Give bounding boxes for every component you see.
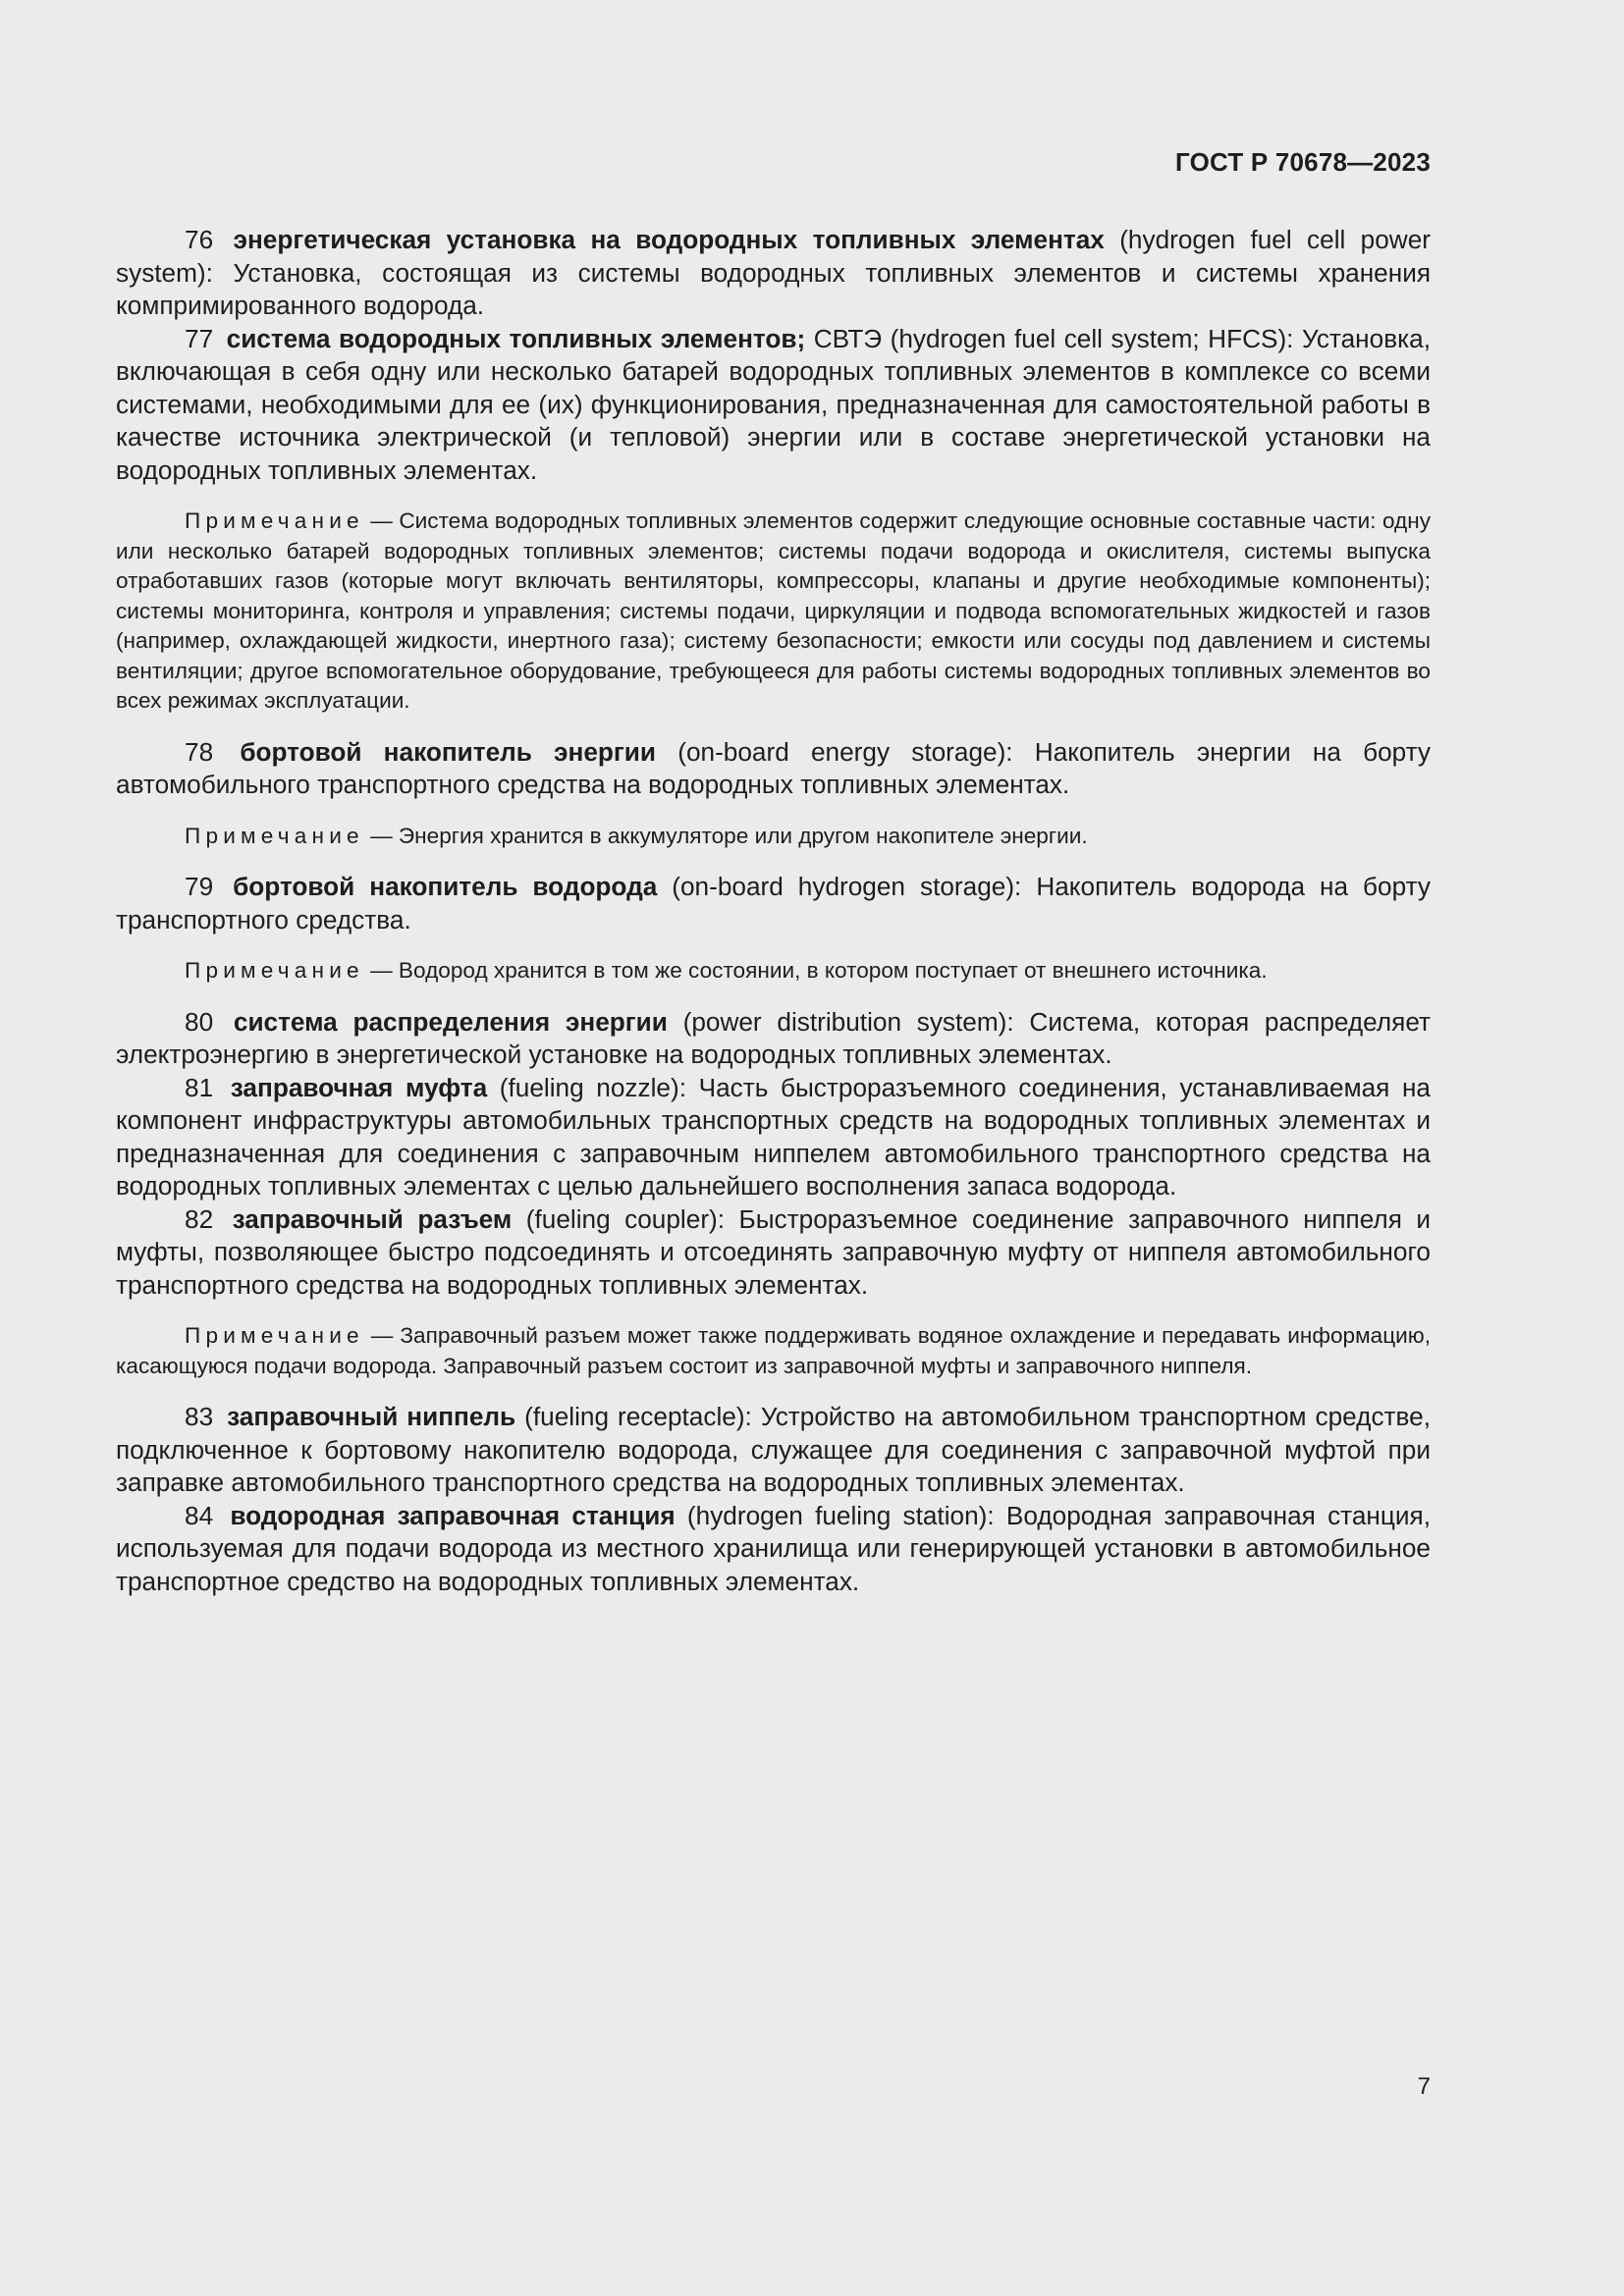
- term-english: (hydrogen fueling station):: [686, 1500, 995, 1530]
- term-number: 77: [185, 323, 214, 353]
- note-label: Примечание: [185, 1323, 364, 1348]
- term-english: (on-board energy storage):: [677, 736, 1013, 767]
- note-label: Примечание: [185, 508, 364, 533]
- note-82: [116, 1321, 1431, 1381]
- term-definition: Устройство на автомобильном транспортном средстве, подключенное к бортовому накопителю водорода, служащее для соединения с заправочной муфтой при заправке автомобильного транспортного средства на водородных топливных элементах.: [116, 1402, 1431, 1497]
- term-number: 78: [185, 736, 214, 767]
- page-number: 7: [1417, 2073, 1431, 2100]
- term-english: (fueling receptacle):: [524, 1402, 752, 1431]
- term-title: заправочный разъем: [232, 1203, 513, 1234]
- term-english: (power distribution system):: [682, 1006, 1014, 1037]
- term-entry-82: [116, 1203, 1431, 1303]
- term-title: система распределения энергии: [233, 1006, 668, 1037]
- term-definition: Система, которая распределяет электроэнергию в энергетической установке на водородных топливных элементах.: [116, 1006, 1432, 1069]
- term-title: энергетическая установка на водородных топливных элементах: [233, 225, 1105, 254]
- term-number: 76: [185, 225, 214, 254]
- term-title: водородная заправочная станция: [230, 1500, 676, 1530]
- term-number: 81: [185, 1072, 214, 1102]
- term-definition: Накопитель энергии на борту автомобильного транспортного средства на водородных топливных элементах.: [116, 736, 1432, 799]
- note-77: [116, 507, 1431, 717]
- term-definition: Установка, состоящая из системы водородных топливных элементов и системы хранения компримированного водорода.: [116, 257, 1431, 320]
- term-english: (fueling coupler):: [525, 1203, 726, 1234]
- term-title: система водородных топливных элементов;: [226, 323, 806, 353]
- term-number: 80: [185, 1006, 214, 1037]
- term-title: бортовой накопитель водорода: [233, 872, 658, 901]
- term-definition: Часть быстроразъемного соединения, устанавливаемая на компонент инфраструктуры автомобильных транспортных средств на водородных топливных элементах и предназначенная для соединения с заправочным ниппелем автомобильного транспортного средства на водородных топливных элементах с целью дальнейшего восполнения запаса водорода.: [116, 1072, 1431, 1201]
- term-entry-80: [116, 1006, 1431, 1072]
- term-english: СВТЭ (hydrogen fuel cell system; HFCS):: [813, 323, 1294, 353]
- term-number: 79: [185, 872, 214, 901]
- term-title: бортовой накопитель энергии: [240, 736, 657, 767]
- term-entry-77: [116, 323, 1431, 488]
- note-79: [116, 956, 1431, 987]
- term-number: 83: [185, 1402, 214, 1431]
- document-body: [116, 224, 1431, 1598]
- term-definition: Быстроразъемное соединение заправочного ниппеля и муфты, позволяющее быстро подсоединять и отсоединять заправочную муфту от ниппеля автомобильного транспортного средства на водородных топливных элементах.: [116, 1203, 1431, 1300]
- term-entry-79: [116, 871, 1431, 936]
- term-english: (on-board hydrogen storage):: [672, 872, 1022, 901]
- note-text: — Заправочный разъем может также поддерживать водяное охлаждение и передавать информацию, касающуюся подачи водорода. Заправочный разъем состоит из заправочной муфты и заправочного ниппеля.: [116, 1323, 1431, 1378]
- note-text: — Система водородных топливных элементов содержит следующие основные составные части: одну или несколько батарей водородных топливных элементов; системы подачи водорода и окислителя, системы выпуска отработавших газов (которые могут включать вентиляторы, компрессоры, клапаны и другие необходимые компоненты); системы мониторинга, контроля и управления; системы подачи, циркуляции и подвода вспомогательных жидкостей и газов (например, охлаждающей жидкости, инертного газа); систему безопасности; емкости или сосуды под давлением и системы вентиляции; другое вспомогательное оборудование, требующееся для работы системы водородных топливных элементов во всех режимах эксплуатации.: [116, 508, 1431, 713]
- term-entry-78: [116, 736, 1431, 802]
- note-label: Примечание: [185, 958, 364, 983]
- term-english: (hydrogen fuel cell power system):: [116, 225, 1432, 288]
- term-entry-81: [116, 1072, 1431, 1203]
- document-header: ГОСТ Р 70678—2023: [1175, 147, 1431, 177]
- term-entry-76: [116, 224, 1431, 323]
- note-78: [116, 822, 1431, 852]
- term-definition: Водородная заправочная станция, используемая для подачи водорода из местного хранилища или генерирующей установки в автомобильное транспортное средство на водородных топливных элементах.: [116, 1500, 1431, 1596]
- term-title: заправочный ниппель: [227, 1402, 516, 1431]
- term-definition: Установка, включающая в себя одну или несколько батарей водородных топливных элементов в комплексе со всеми системами, необходимыми для ее (их) функционирования, предназначенная для самостоятельной работы в качестве источника электрической (и тепловой) энергии или в составе энергетической установки на водородных топливных элементах.: [116, 323, 1431, 485]
- note-label: Примечание: [185, 823, 364, 848]
- note-text: — Энергия хранится в аккумуляторе или другом накопителе энергии.: [370, 823, 1088, 848]
- term-number: 82: [185, 1203, 214, 1234]
- term-definition: Накопитель водорода на борту транспортного средства.: [116, 872, 1431, 934]
- term-entry-84: [116, 1500, 1431, 1599]
- note-text: — Водород хранится в том же состоянии, в котором поступает от внешнего источника.: [370, 958, 1268, 983]
- term-english: (fueling nozzle):: [499, 1072, 686, 1102]
- term-title: заправочная муфта: [230, 1072, 488, 1102]
- term-entry-83: [116, 1401, 1431, 1500]
- term-number: 84: [185, 1500, 214, 1530]
